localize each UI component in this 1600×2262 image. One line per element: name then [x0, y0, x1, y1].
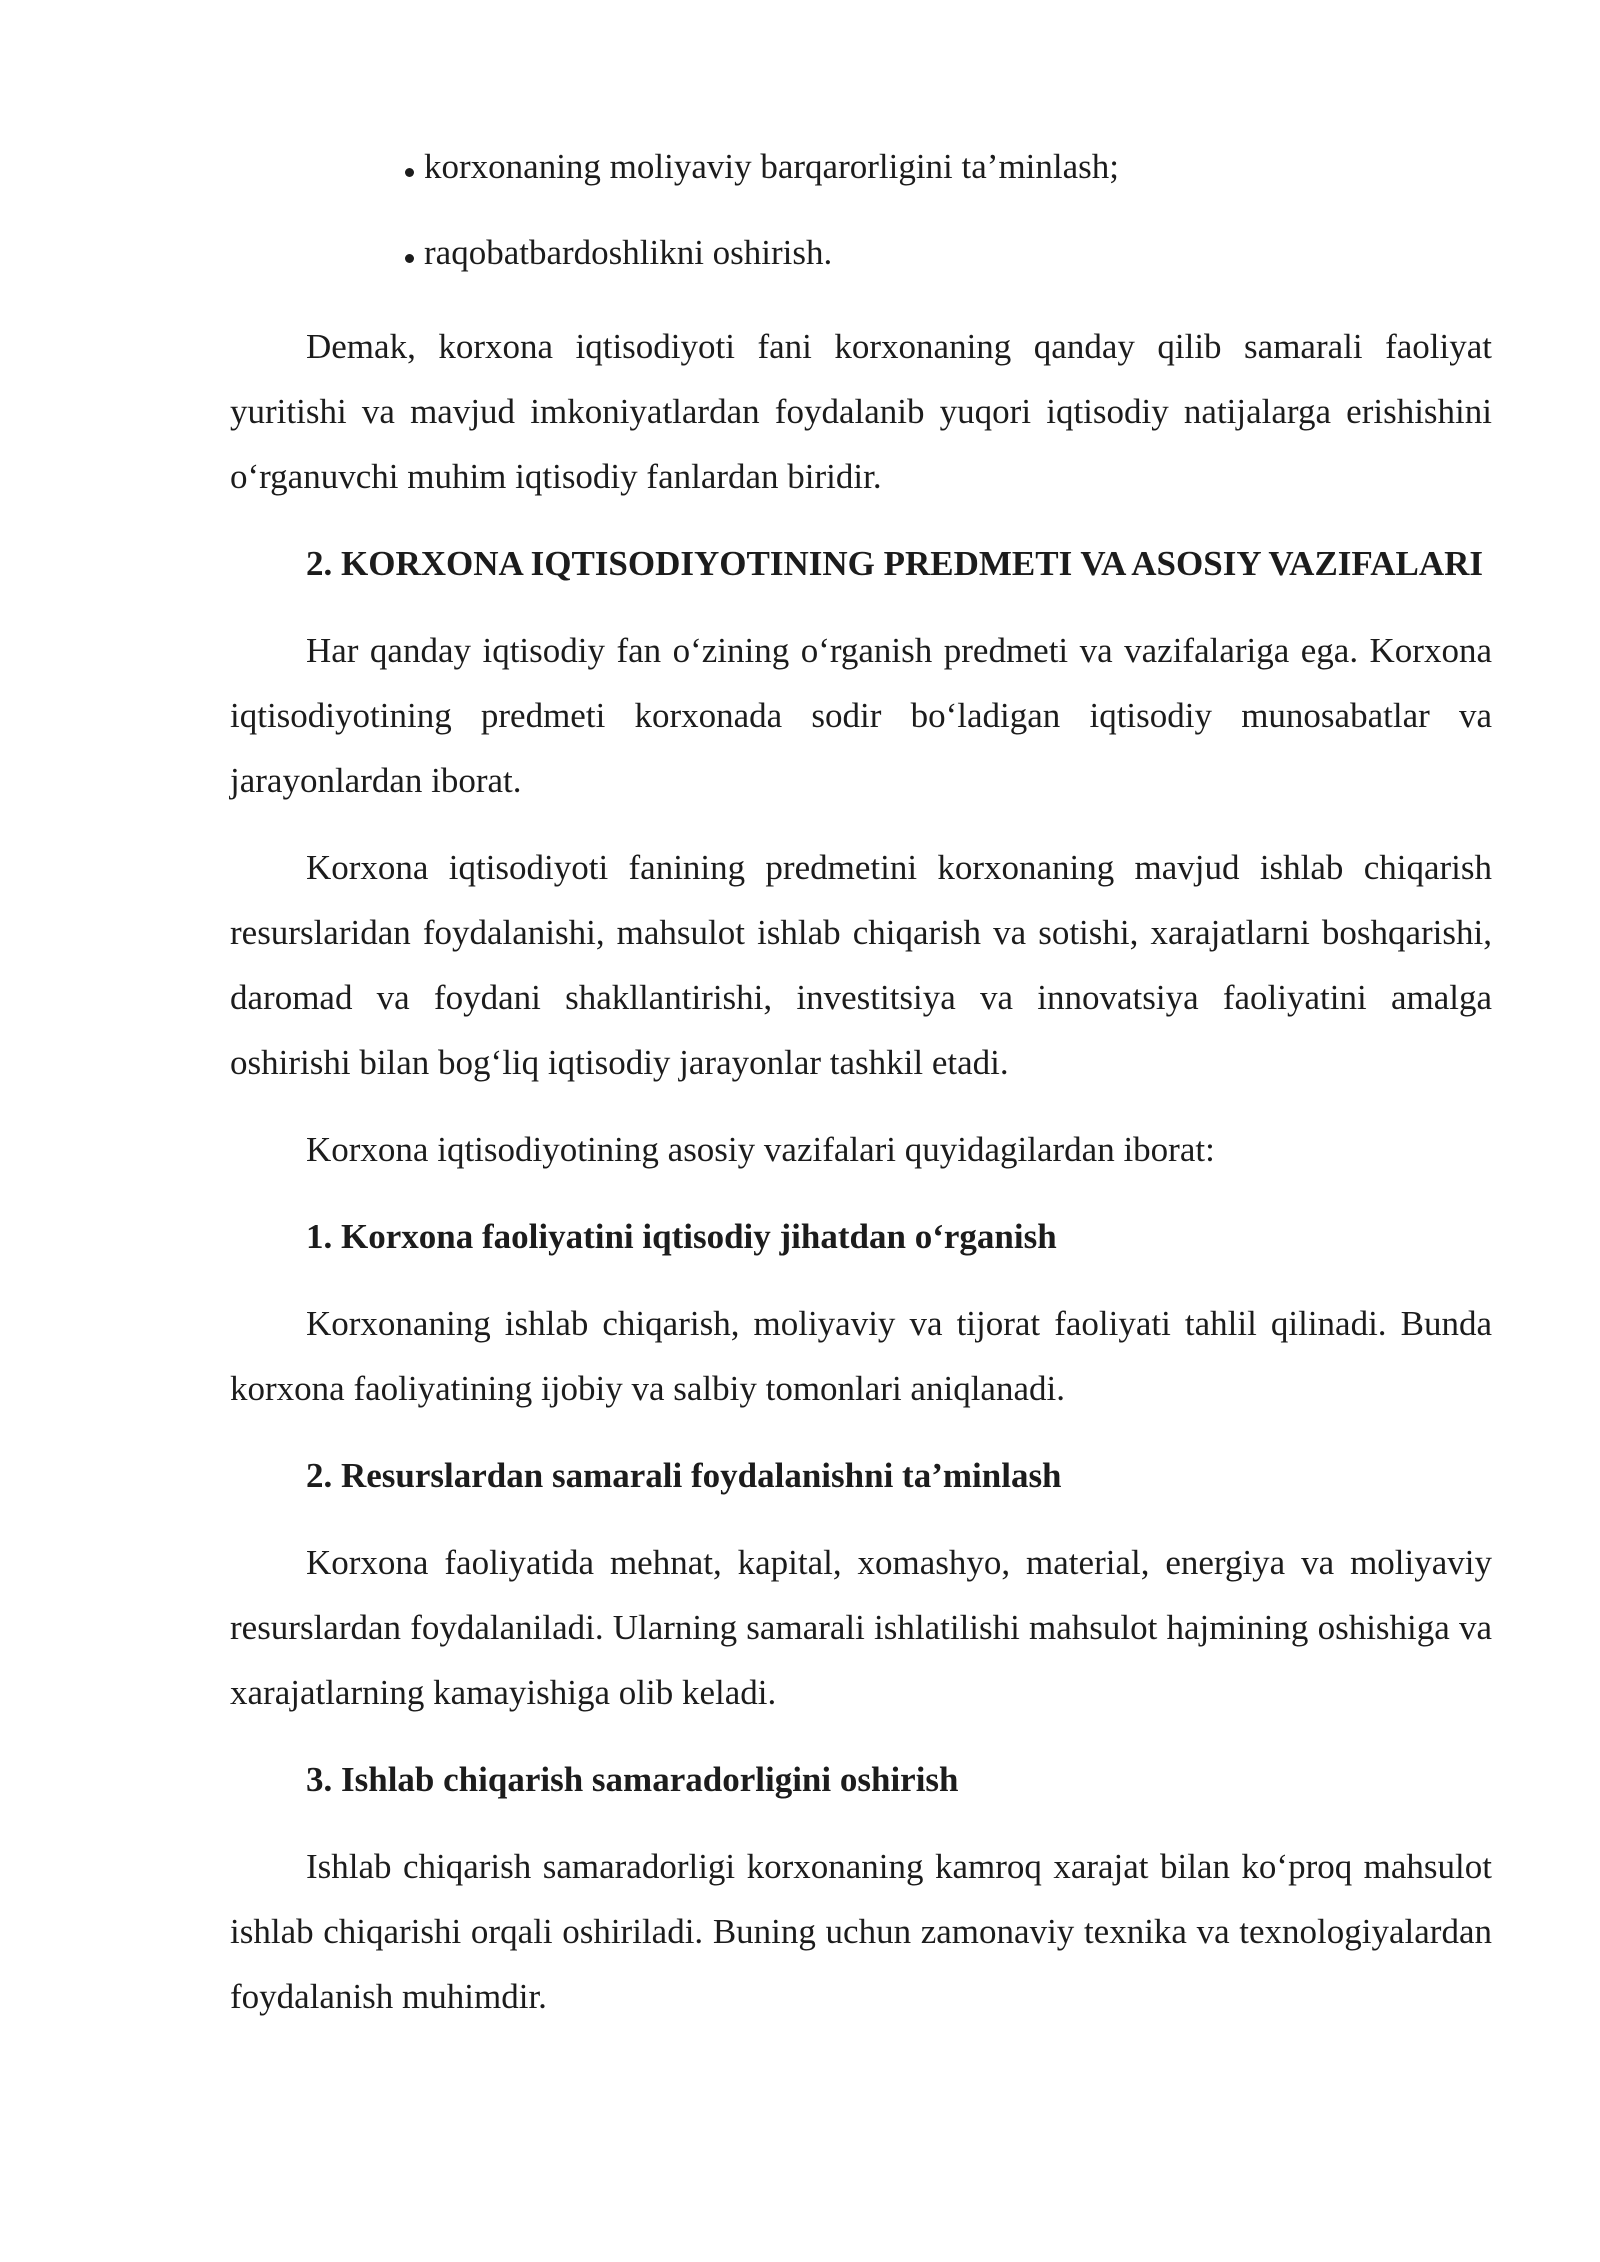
bullet-item — [405, 142, 1492, 192]
task-heading: 1. Korxona faoliyatini iqtisodiy jihatdan o‘rganish — [306, 1217, 1057, 1256]
task-text: Korxona faoliyatida mehnat, kapital, xomashyo, material, energiya va moliyaviy resurslardan foydalaniladi. Ularning samarali ishlatilishi mahsulot hajmining oshishiga va xarajatlarning kamayishiga olib keladi. — [230, 1543, 1492, 1712]
bullet-item — [405, 228, 1492, 278]
bullet-text: raqobatbardoshlikni oshirish. — [424, 233, 833, 272]
paragraph: Har qanday iqtisodiy fan o‘zining o‘rganish predmeti va vazifalariga ega. Korxona iqtisodiyotining predmeti korxonada sodir bo‘ladigan iqtisodiy munosabatlar va jarayonlardan iborat. — [230, 631, 1492, 800]
bullet-list — [230, 142, 1492, 278]
paragraph: Korxona iqtisodiyoti fanining predmetini korxonaning mavjud ishlab chiqarish resurslaridan foydalanishi, mahsulot ishlab chiqarish va sotishi, xarajatlarni boshqarishi, daromad va foydani shakllantirishi, investitsiya va innovatsiya faoliyatini amalga oshirishi bilan bog‘liq iqtisodiy jarayonlar tashkil etadi. — [230, 848, 1492, 1082]
bullet-text: korxonaning moliyaviy barqarorligini ta’minlash; — [424, 147, 1119, 186]
task-heading: 2. Resurslardan samarali foydalanishni ta’minlash — [306, 1456, 1062, 1495]
task-heading: 3. Ishlab chiqarish samaradorligini oshirish — [306, 1760, 959, 1799]
paragraph: Korxona iqtisodiyotining asosiy vazifalari quyidagilardan iborat: — [306, 1130, 1215, 1169]
document-body — [230, 142, 1492, 2051]
bullet-dot-icon — [405, 168, 414, 177]
intro-paragraph: Demak, korxona iqtisodiyoti fani korxonaning qanday qilib samarali faoliyat yuritishi va mavjud imkoniyatlardan foydalanib yuqori iqtisodiy natijalarga erishishini o‘rganuvchi muhim iqtisodiy fanlardan biridir. — [230, 327, 1492, 496]
task-text: Korxonaning ishlab chiqarish, moliyaviy va tijorat faoliyati tahlil qilinadi. Bunda korxona faoliyatining ijobiy va salbiy tomonlari aniqlanadi. — [230, 1304, 1492, 1408]
section-heading: 2. KORXONA IQTISODIYOTINING PREDMETI VA ASOSIY VAZIFALARI — [306, 544, 1483, 583]
bullet-dot-icon — [405, 254, 414, 263]
task-text: Ishlab chiqarish samaradorligi korxonaning kamroq xarajat bilan ko‘proq mahsulot ishlab chiqarishi orqali oshiriladi. Buning uchun zamonaviy texnika va texnologiyalardan foydalanish muhimdir. — [230, 1847, 1492, 2016]
